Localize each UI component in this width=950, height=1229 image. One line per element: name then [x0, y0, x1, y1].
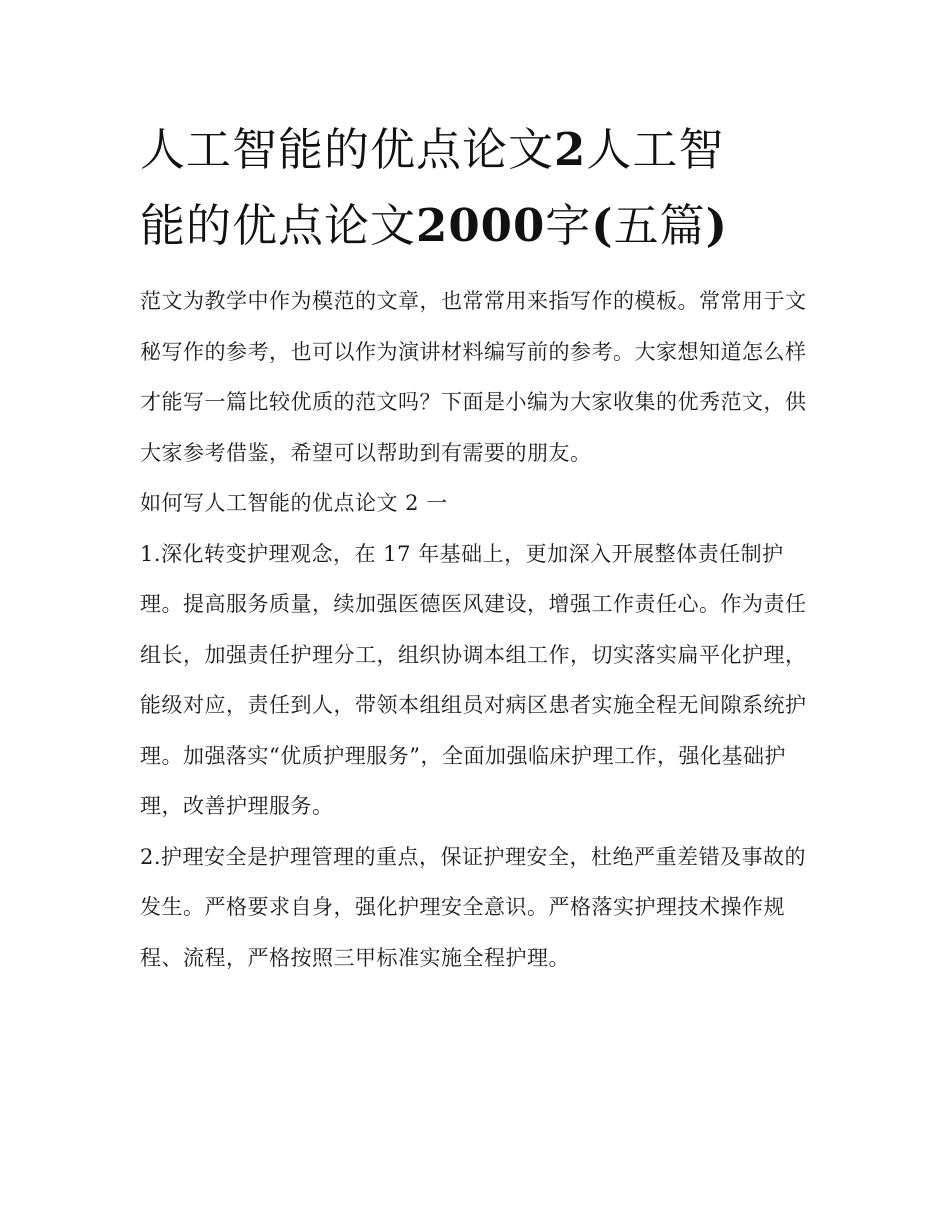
body-paragraph-2: 2.护理安全是护理管理的重点，保证护理安全，杜绝严重差错及事故的发生。严格要求自身，强化护理安全意识。严格落实护理技术操作规程、流程，严格按照三甲标准实施全程护理。 [140, 844, 807, 970]
title-line-2: 能的优点论文2000字(五篇) [140, 199, 728, 252]
title-line-1: 人工智能的优点论文2人工智 [140, 123, 725, 176]
intro-paragraph: 范文为教学中作为模范的文章，也常常用来指写作的模板。常常用于文秘写作的参考，也可以作为演讲材料编写前的参考。大家想知道怎么样才能写一篇比较优质的范文吗？下面是小编为大家收集的优秀范文，供大家参考借鉴，希望可以帮助到有需要的朋友。 [140, 289, 807, 465]
body-paragraph-1: 1.深化转变护理观念，在 17 年基础上，更加深入开展整体责任制护理。提高服务质量，续加强医德医风建设，增强工作责任心。作为责任组长，加强责任护理分工，组织协调本组工作，切实落实扁平化护理，能级对应，责任到人，带领本组组员对病区患者实施全程无间隙系统护理。加强落实“优质护理服务”，全面加强临床护理工作，强化基础护理，改善护理服务。 [140, 541, 807, 818]
document-body [140, 276, 812, 983]
section-heading: 如何写人工智能的优点论文 2 一 [140, 491, 448, 515]
document-title [140, 112, 820, 264]
